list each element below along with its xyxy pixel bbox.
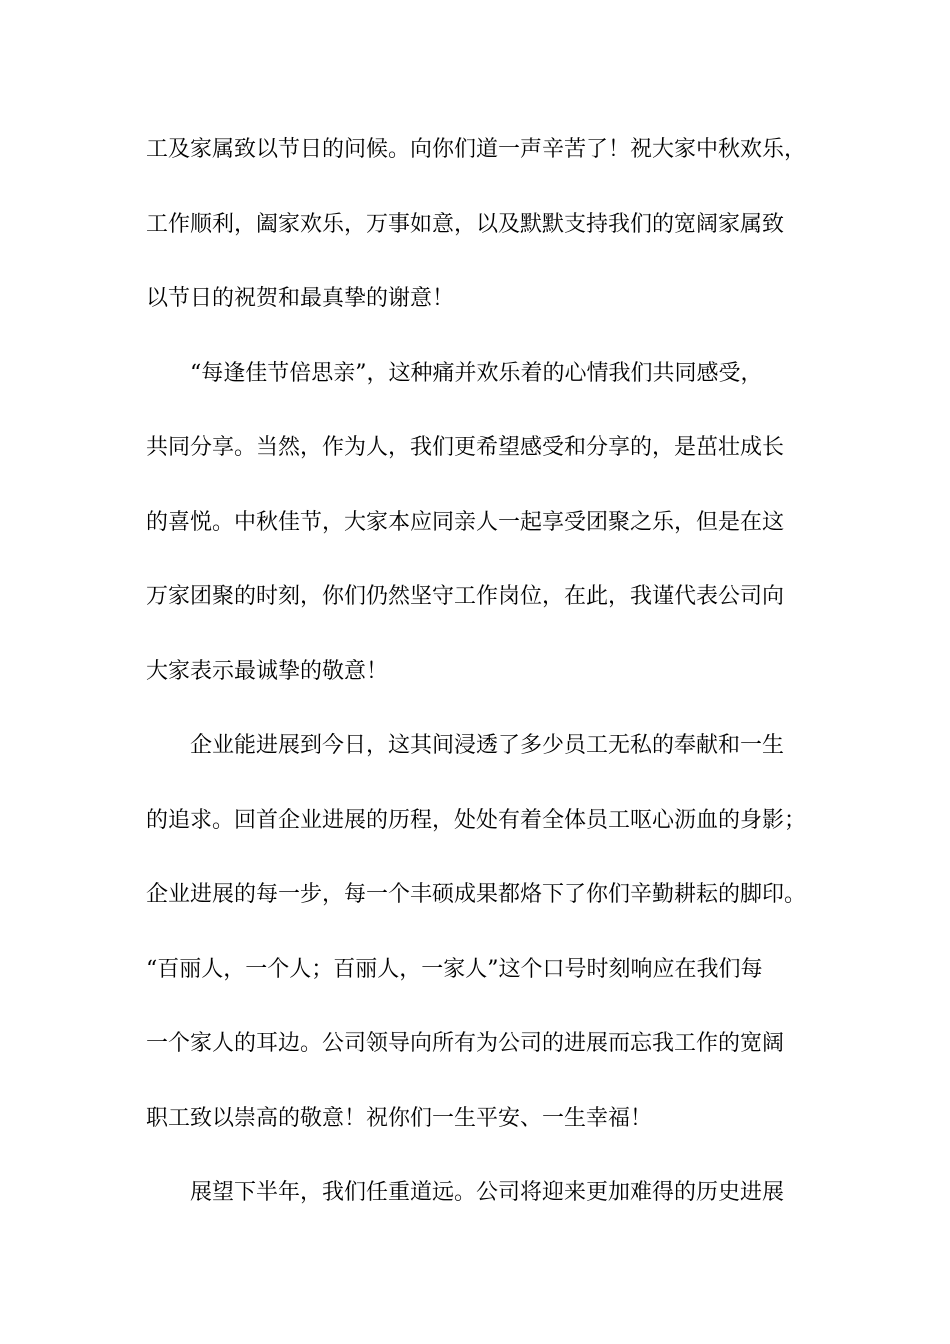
- text-line: 的追求。回首企业进展的历程，处处有着全体员工呕心沥血的身影；: [146, 807, 807, 833]
- text-line: 的喜悦。中秋佳节，大家本应同亲人一起享受团聚之乐，但是在这: [146, 509, 785, 535]
- text-line: 一个家人的耳边。公司领导向所有为公司的进展而忘我工作的宽阔: [146, 1031, 785, 1056]
- paragraph-start-line: 展望下半年，我们任重道远。公司将迎来更加难得的历史进展: [190, 1180, 785, 1205]
- text-line: 职工致以崇高的敬意！祝你们一生平安、一生幸福！: [146, 1105, 653, 1131]
- paragraph-start-line: “每逢佳节倍思亲”，这种痛并欢乐着的心情我们共同感受，: [190, 360, 763, 386]
- text-line: 共同分享。当然，作为人，我们更希望感受和分享的，是茁壮成长: [146, 435, 785, 460]
- text-line: 企业进展的每一步，每一个丰硕成果都烙下了你们辛勤耕耘的脚印。: [146, 882, 807, 907]
- paragraph-start-line: 企业能进展到今日，这其间浸透了多少员工无私的奉献和一生: [190, 733, 785, 758]
- text-line: “百丽人，一个人；百丽人，一家人”这个口号时刻响应在我们每: [146, 956, 763, 982]
- document-body: [146, 131, 826, 1249]
- text-line: 工作顺利，阖家欢乐，万事如意，以及默默支持我们的宽阔家属致: [146, 211, 785, 237]
- text-line: 以节日的祝贺和最真挚的谢意！: [146, 286, 455, 311]
- text-line: 大家表示最诚挚的敬意！: [146, 658, 389, 684]
- text-line: 万家团聚的时刻，你们仍然坚守工作岗位，在此，我谨代表公司向: [146, 584, 785, 609]
- text-line: 工及家属致以节日的问候。向你们道一声辛苦了！祝大家中秋欢乐，: [146, 137, 807, 162]
